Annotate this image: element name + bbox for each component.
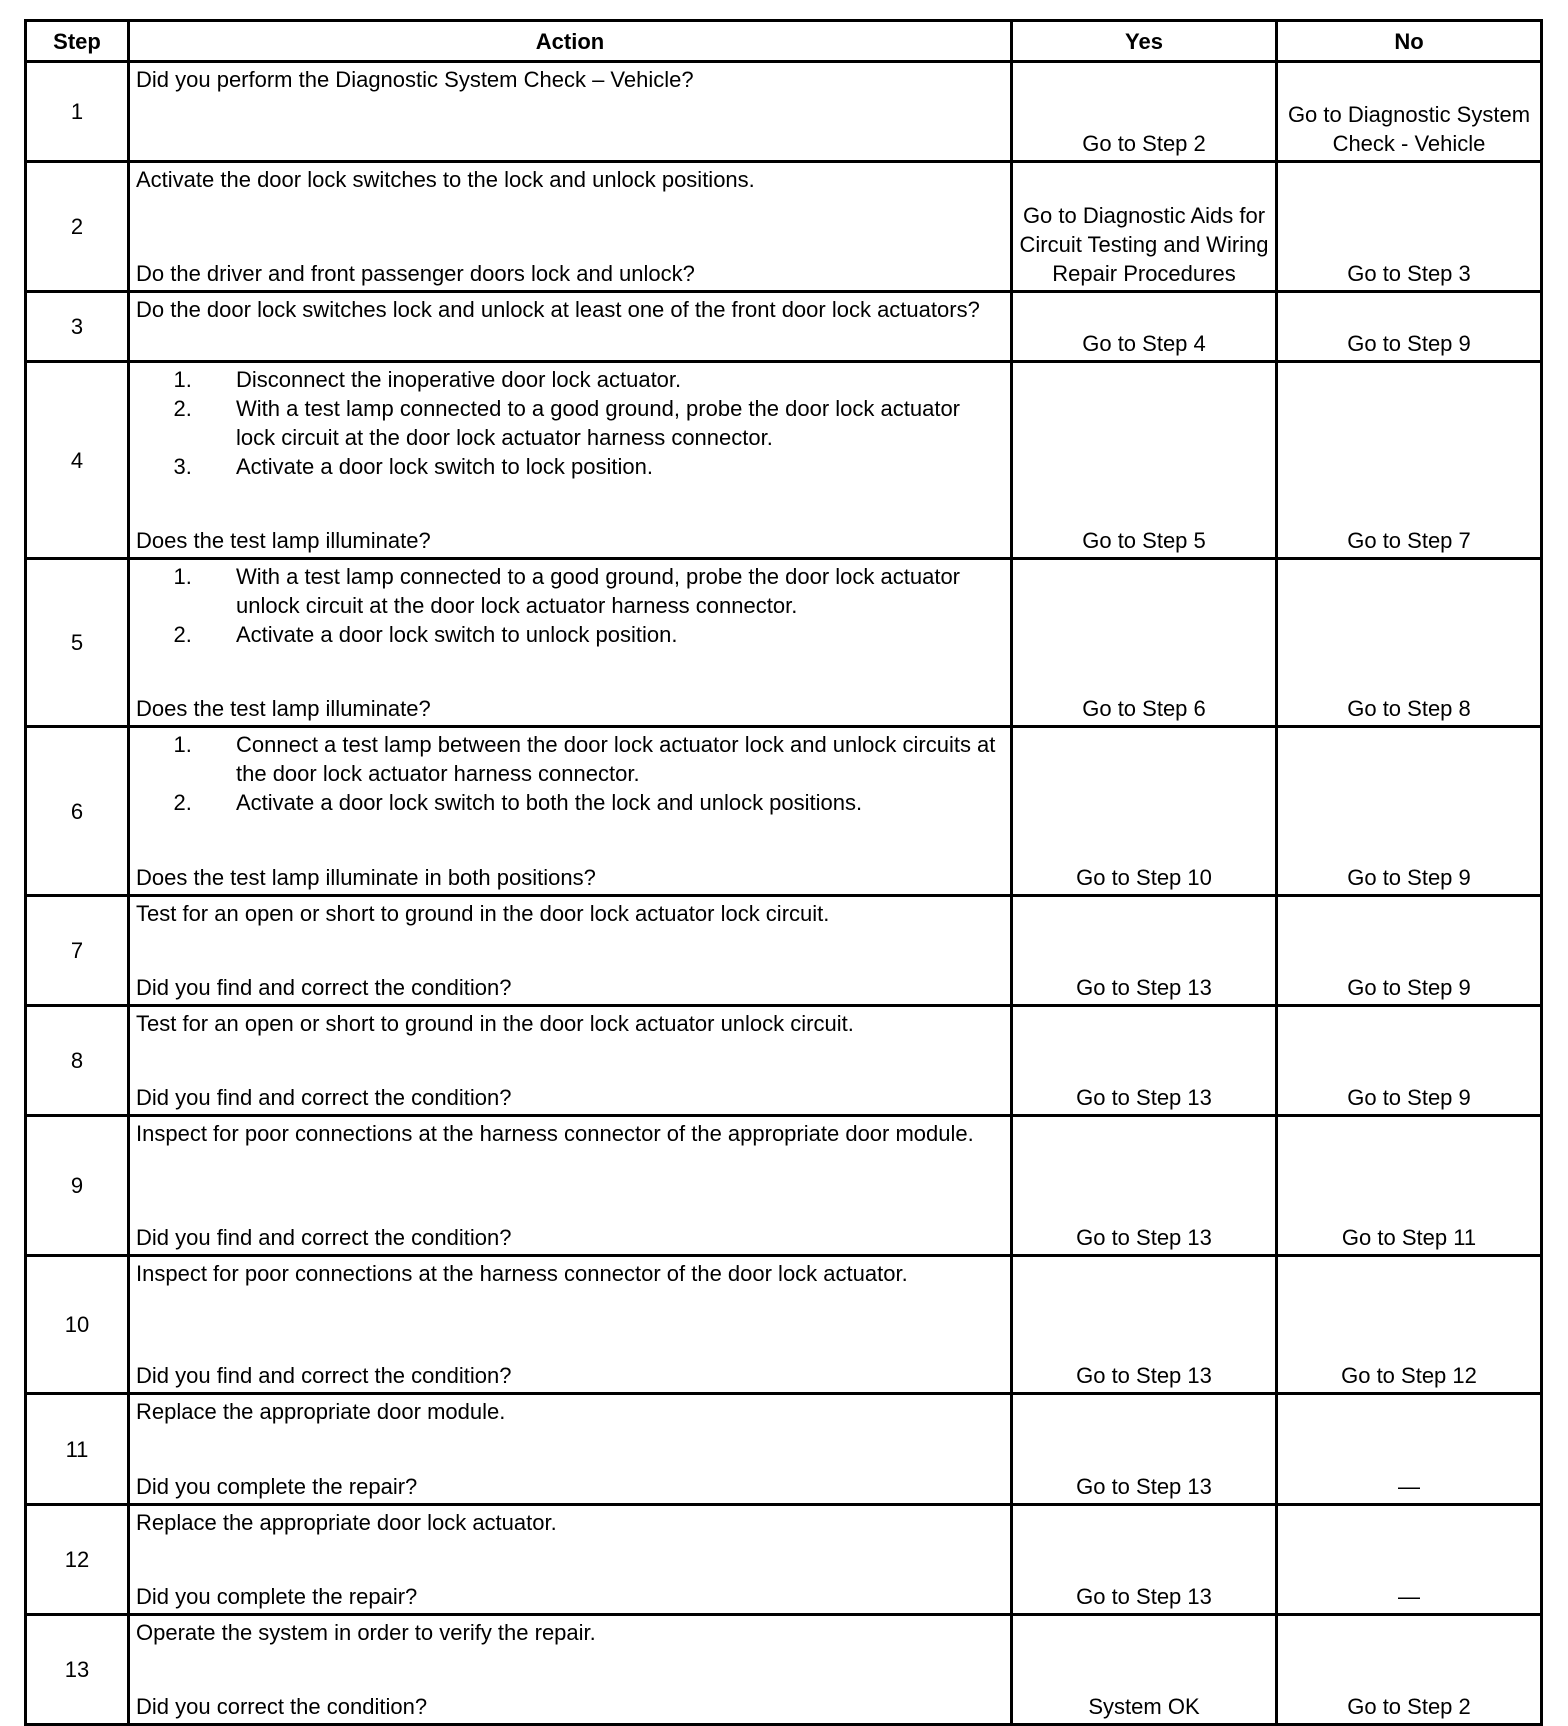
table-row	[26, 162, 1542, 292]
action-question: Did you find and correct the condition?	[136, 975, 512, 1000]
action-step: 1. Disconnect the inoperative door lock actuator.	[198, 365, 1004, 394]
header-action: Action	[129, 21, 1012, 62]
action-question: Does the test lamp illuminate in both positions?	[136, 865, 596, 890]
action-question: Do the driver and front passenger doors lock and unlock?	[136, 261, 695, 286]
action-text: Did you perform the Diagnostic System Check – Vehicle?	[136, 67, 694, 92]
action-question: Did you find and correct the condition?	[136, 1225, 512, 1250]
table-row	[26, 1116, 1542, 1256]
action-cell	[129, 1006, 1012, 1116]
step-number: 11	[26, 1394, 129, 1505]
action-step: 1. With a test lamp connected to a good ground, probe the door lock actuator unlock circuit at the door lock actuator harness connector.	[198, 562, 1004, 620]
action-question: Did you complete the repair?	[136, 1474, 418, 1499]
no-cell: Go to Step 9	[1277, 292, 1542, 362]
action-steps	[136, 562, 1004, 649]
action-text: Operate the system in order to verify the repair.	[136, 1620, 596, 1645]
action-question: Does the test lamp illuminate?	[136, 528, 431, 553]
table-row	[26, 727, 1542, 896]
action-question: Does the test lamp illuminate?	[136, 696, 431, 721]
yes-cell: Go to Step 13	[1012, 1116, 1277, 1256]
no-cell: Go to Diagnostic System Check - Vehicle	[1277, 62, 1542, 162]
yes-cell: Go to Step 6	[1012, 559, 1277, 727]
action-cell	[129, 559, 1012, 727]
action-step: 1. Connect a test lamp between the door lock actuator lock and unlock circuits at the door lock actuator harness connector.	[198, 730, 1004, 788]
no-cell: Go to Step 9	[1277, 727, 1542, 896]
yes-cell: Go to Step 13	[1012, 1256, 1277, 1394]
step-number: 6	[26, 727, 129, 896]
action-text: Activate the door lock switches to the lock and unlock positions.	[136, 167, 755, 192]
action-steps	[136, 730, 1004, 817]
action-cell	[129, 1256, 1012, 1394]
table-row	[26, 292, 1542, 362]
step-number: 3	[26, 292, 129, 362]
no-cell: Go to Step 12	[1277, 1256, 1542, 1394]
step-number: 8	[26, 1006, 129, 1116]
yes-cell: System OK	[1012, 1615, 1277, 1725]
no-cell: Go to Step 9	[1277, 1006, 1542, 1116]
yes-cell: Go to Step 2	[1012, 62, 1277, 162]
table-row	[26, 1615, 1542, 1725]
action-text: Replace the appropriate door lock actuator.	[136, 1510, 557, 1535]
no-cell: —	[1277, 1505, 1542, 1615]
step-number: 4	[26, 362, 129, 559]
yes-cell: Go to Step 4	[1012, 292, 1277, 362]
action-cell	[129, 896, 1012, 1006]
table-row	[26, 62, 1542, 162]
yes-cell: Go to Step 13	[1012, 1006, 1277, 1116]
action-cell	[129, 162, 1012, 292]
no-cell: Go to Step 8	[1277, 559, 1542, 727]
action-question: Did you correct the condition?	[136, 1694, 428, 1719]
table-row	[26, 1505, 1542, 1615]
action-cell	[129, 62, 1012, 162]
action-cell	[129, 1615, 1012, 1725]
step-number: 7	[26, 896, 129, 1006]
step-number: 5	[26, 559, 129, 727]
step-number: 9	[26, 1116, 129, 1256]
action-text: Do the door lock switches lock and unlock at least one of the front door lock actuators?	[136, 297, 980, 322]
yes-cell: Go to Diagnostic Aids for Circuit Testing and Wiring Repair Procedures	[1012, 162, 1277, 292]
no-cell: Go to Step 11	[1277, 1116, 1542, 1256]
action-step: 2. Activate a door lock switch to both the lock and unlock positions.	[198, 788, 1004, 817]
yes-cell: Go to Step 5	[1012, 362, 1277, 559]
action-step: 2. With a test lamp connected to a good ground, probe the door lock actuator lock circuit at the door lock actuator harness connector.	[198, 394, 1004, 452]
step-number: 12	[26, 1505, 129, 1615]
yes-cell: Go to Step 13	[1012, 896, 1277, 1006]
diagnostic-table	[24, 19, 1543, 1726]
action-cell	[129, 1116, 1012, 1256]
table-row	[26, 1006, 1542, 1116]
header-no: No	[1277, 21, 1542, 62]
header-yes: Yes	[1012, 21, 1277, 62]
step-number: 2	[26, 162, 129, 292]
action-text: Replace the appropriate door module.	[136, 1399, 506, 1424]
action-question: Did you complete the repair?	[136, 1584, 418, 1609]
action-cell	[129, 292, 1012, 362]
no-cell: Go to Step 3	[1277, 162, 1542, 292]
header-row	[26, 21, 1542, 62]
no-cell: Go to Step 9	[1277, 896, 1542, 1006]
action-step: 3. Activate a door lock switch to lock position.	[198, 452, 1004, 481]
step-number: 10	[26, 1256, 129, 1394]
action-text: Inspect for poor connections at the harness connector of the door lock actuator.	[136, 1261, 908, 1286]
table-row	[26, 362, 1542, 559]
action-cell	[129, 1505, 1012, 1615]
yes-cell: Go to Step 10	[1012, 727, 1277, 896]
step-number: 13	[26, 1615, 129, 1725]
action-cell	[129, 1394, 1012, 1505]
step-number: 1	[26, 62, 129, 162]
no-cell: Go to Step 7	[1277, 362, 1542, 559]
table-row	[26, 1256, 1542, 1394]
yes-cell: Go to Step 13	[1012, 1394, 1277, 1505]
table-row	[26, 559, 1542, 727]
no-cell: Go to Step 2	[1277, 1615, 1542, 1725]
no-cell: —	[1277, 1394, 1542, 1505]
action-cell	[129, 362, 1012, 559]
table-row	[26, 896, 1542, 1006]
action-question: Did you find and correct the condition?	[136, 1085, 512, 1110]
action-steps	[136, 365, 1004, 481]
table-row	[26, 1394, 1542, 1505]
yes-cell: Go to Step 13	[1012, 1505, 1277, 1615]
action-text: Inspect for poor connections at the harness connector of the appropriate door module.	[136, 1121, 974, 1146]
action-cell	[129, 727, 1012, 896]
action-step: 2. Activate a door lock switch to unlock position.	[198, 620, 1004, 649]
header-step: Step	[26, 21, 129, 62]
action-text: Test for an open or short to ground in the door lock actuator lock circuit.	[136, 901, 830, 926]
action-text: Test for an open or short to ground in the door lock actuator unlock circuit.	[136, 1011, 854, 1036]
action-question: Did you find and correct the condition?	[136, 1363, 512, 1388]
